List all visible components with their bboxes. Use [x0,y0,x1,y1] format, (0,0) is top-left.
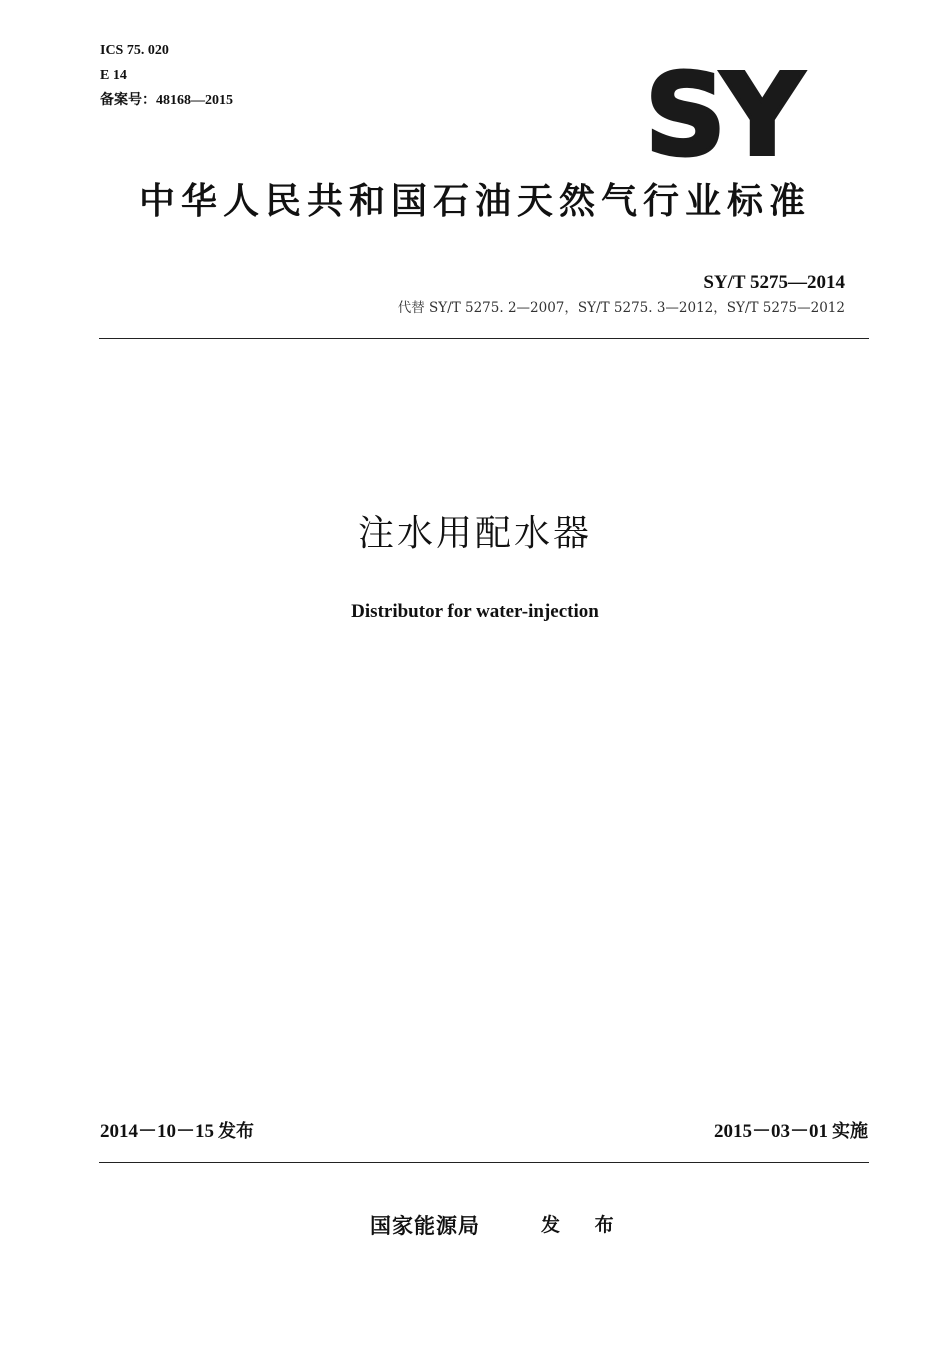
implement-date: 2015－03－01 [713,1121,828,1142]
publish-verb: 发 布 [541,1214,628,1236]
issue-date-line [100,1122,254,1141]
publisher-name: 国家能源局 [370,1214,480,1238]
issue-date: 2014－10－15 [100,1121,215,1142]
sy-logo [636,62,808,162]
implement-label: 实施 [832,1121,868,1142]
standard-code: SY/T 5275—2014 [703,272,845,293]
bottom-divider [99,1162,869,1163]
ics-number: ICS 75. 020 [100,43,169,58]
record-number: 备案号：48168—2015 [100,93,233,108]
issue-label: 发布 [218,1121,255,1142]
replaces-standards: 代替 SY/T 5275. 2—2007，SY/T 5275. 3—2012，SY/T 5275—2012 [397,300,845,316]
sy-logo-text: SY [645,62,799,162]
standard-title: 中华人民共和国石油天然气行业标准 [138,181,811,222]
classification-code: E 14 [100,68,127,83]
top-divider [99,338,869,339]
document-title-cn: 注水用配水器 [357,513,592,554]
implement-date-line [714,1122,868,1141]
document-title-en: Distributor for water-injection [351,601,599,622]
